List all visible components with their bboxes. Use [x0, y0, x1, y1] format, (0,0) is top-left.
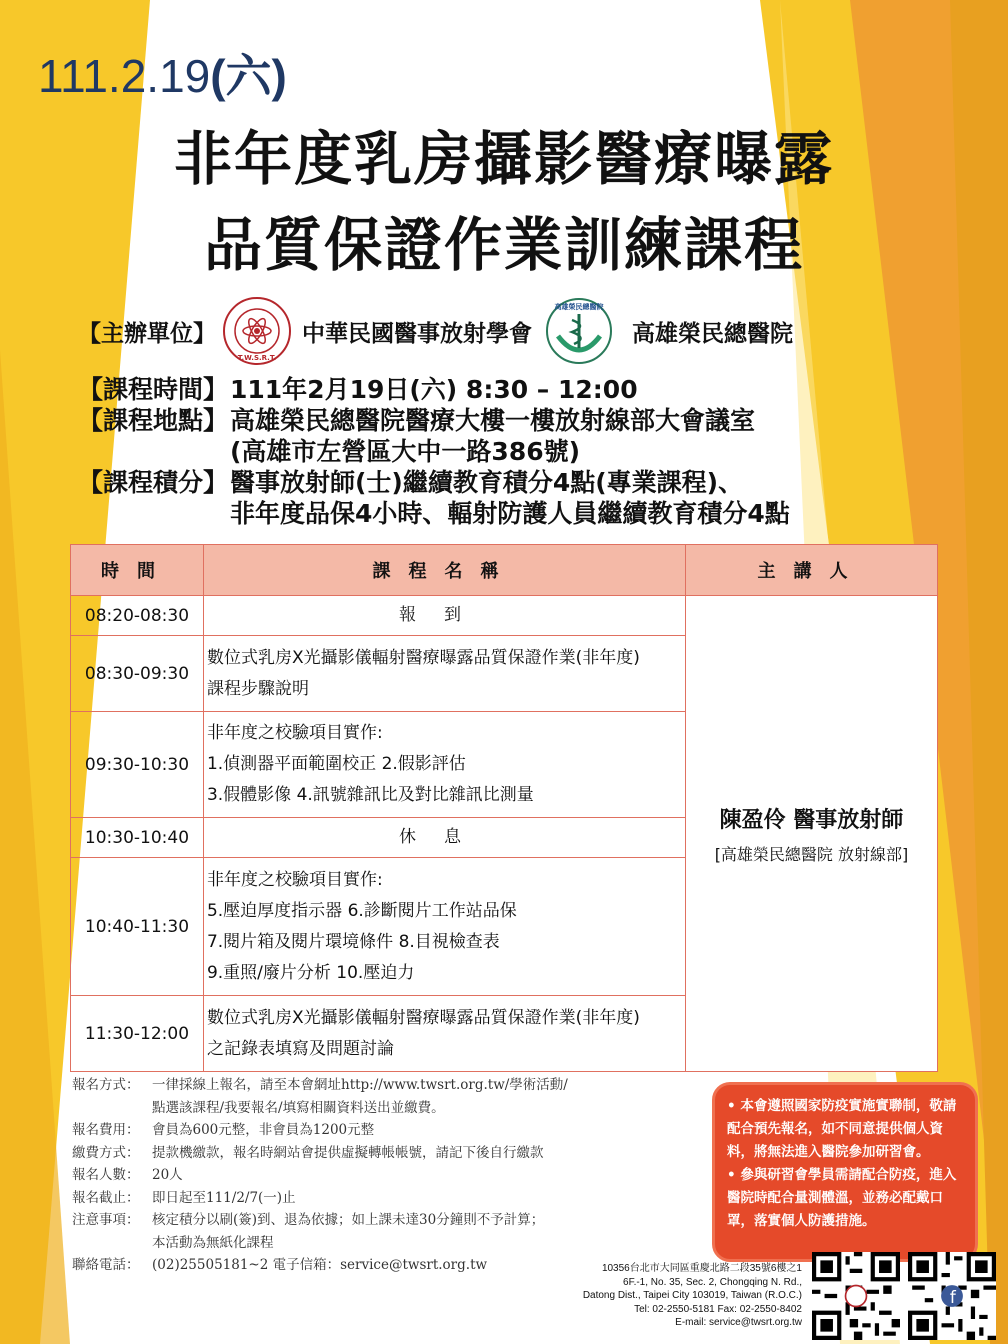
date-main: 111.2.19	[38, 50, 211, 102]
table-row	[71, 596, 938, 636]
qr-code-website[interactable]	[812, 1252, 900, 1340]
note-row: 本活動為無紙化課程	[152, 1234, 274, 1251]
address-line: 6F.-1, No. 35, Sec. 2, Chongqing N. Rd.,	[623, 1276, 802, 1288]
course-line: 9.重照/廢片分析 10.壓迫力	[206, 962, 415, 983]
address-line: 10356台北市大同區重慶北路二段35號6樓之1	[601, 1263, 802, 1274]
info-location: 【課程地點】高雄榮民總醫院醫療大樓一樓放射線部大會議室	[78, 406, 756, 435]
note-row: 報名截止： 即日起至111/2/7(一)止	[72, 1189, 296, 1206]
course-line: 5.壓迫厚度指示器 6.診斷閱片工作站品保	[206, 900, 517, 921]
title-line-1: 非年度乳房攝影醫療曝露	[173, 125, 834, 193]
course-line: 7.閱片箱及閱片環境條件 8.目視檢查表	[206, 931, 500, 952]
covid-notice-box	[712, 1082, 978, 1262]
note-row: 報名人數： 20人	[72, 1167, 183, 1183]
info-address: (高雄市左營區大中一路386號)	[230, 437, 581, 466]
vghks-logo	[544, 296, 614, 366]
note-row: 報名方式： 一律採線上報名，請至本會網址http://www.twsrt.org.tw/學術活動/	[72, 1077, 568, 1093]
notice-item: • 本會遵照國家防疫實施實聯制，敬請配合預先報名，如不同意提供個人資料，將無法進入醫院參加研習會。	[727, 1098, 957, 1160]
row-time: 11:30-12:00	[71, 996, 204, 1072]
note-row: 聯絡電話： (02)25505181~2 電子信箱：service@twsrt.org.tw	[72, 1257, 488, 1273]
notice-item: • 參與研習會學員需請配合防疫，進入醫院時配合量測體溫，並務必配戴口罩，落實個人防護措施。	[727, 1167, 957, 1229]
course-line: 3.假體影像 4.訊號雜訊比及對比雜訊比測量	[206, 785, 534, 805]
course-line: 非年度之校驗項目實作:	[206, 723, 383, 743]
note-row: 點選該課程/我要報名/填寫相關資料送出並繳費。	[152, 1099, 445, 1116]
row-course	[203, 636, 685, 712]
course-line: 課程步驟說明	[206, 678, 309, 699]
title-line-2: 品質保證作業訓練課程	[203, 211, 804, 279]
course-line: 之記錄表填寫及問題討論	[206, 1038, 394, 1059]
event-date	[38, 40, 287, 106]
note-row: 注意事項： 核定積分以刷(簽)到、退為依據；如上課未達30分鐘則不予計算；	[72, 1212, 545, 1228]
note-row: 繳費方式： 提款機繳款，報名時網站會提供虛擬轉帳帳號，請記下後自行繳款	[72, 1144, 544, 1161]
header-course: 課程名稱	[203, 545, 685, 596]
row-course: 報到	[203, 596, 685, 636]
qr-code-facebook[interactable]	[908, 1252, 996, 1340]
facebook-icon: f	[949, 1287, 956, 1308]
header-time: 時間	[71, 545, 204, 596]
twsrt-seal-logo	[222, 296, 292, 366]
schedule-table	[70, 544, 938, 1072]
speaker-name: 陳盈伶 醫事放射師	[719, 807, 904, 833]
course-line: 1.偵測器平面範圍校正 2.假影評估	[206, 754, 466, 774]
course-info	[78, 374, 790, 529]
date-weekday: (六)	[210, 50, 287, 102]
twsrt-logo-text: T.W.S.R.T.	[237, 354, 277, 362]
info-time: 【課程時間】111年2月19日(六) 8:30 – 12:00	[78, 375, 638, 404]
course-line: 數位式乳房X光攝影儀輻射醫療曝露品質保證作業(非年度)	[206, 647, 640, 668]
organizer-2: 高雄榮民總醫院	[632, 320, 793, 347]
info-credits-2: 非年度品保4小時、輻射防護人員繼續教育積分4點	[230, 499, 790, 528]
row-time: 08:20-08:30	[71, 596, 204, 636]
row-course	[203, 858, 685, 996]
note-row: 報名費用： 會員為600元整，非會員為1200元整	[72, 1122, 375, 1138]
speaker-cell	[685, 596, 937, 1072]
course-line: 非年度之校驗項目實作:	[206, 869, 383, 890]
address-line: Datong Dist., Taipei City 103019, Taiwan (R.O.C.)	[582, 1290, 802, 1301]
contact-address	[520, 1262, 802, 1330]
address-line: Tel: 02-2550-5181 Fax: 02-2550-8402	[634, 1303, 802, 1315]
organizer-1: 中華民國醫事放射學會	[302, 320, 532, 347]
row-time: 08:30-09:30	[71, 636, 204, 712]
header-speaker: 主講人	[685, 545, 937, 596]
row-course: 休息	[203, 818, 685, 858]
row-time: 09:30-10:30	[71, 712, 204, 818]
speaker-affiliation: [高雄榮民總醫院 放射線部]	[714, 844, 909, 864]
row-course	[203, 712, 685, 818]
course-line: 數位式乳房X光攝影儀輻射醫療曝露品質保證作業(非年度)	[206, 1007, 640, 1028]
registration-notes	[72, 1074, 568, 1277]
address-line: E-mail: service@twsrt.org.tw	[675, 1317, 802, 1328]
row-time: 10:30-10:40	[71, 818, 204, 858]
vghks-logo-text: 高雄榮民總醫院	[554, 303, 604, 311]
row-time: 10:40-11:30	[71, 858, 204, 996]
row-course	[203, 996, 685, 1072]
organizers-row	[78, 300, 793, 362]
info-credits: 【課程積分】醫事放射師(士)繼續教育積分4點(專業課程)、	[78, 468, 744, 497]
table-header-row	[71, 545, 938, 596]
organizers-label: 【主辦單位】	[78, 320, 216, 347]
